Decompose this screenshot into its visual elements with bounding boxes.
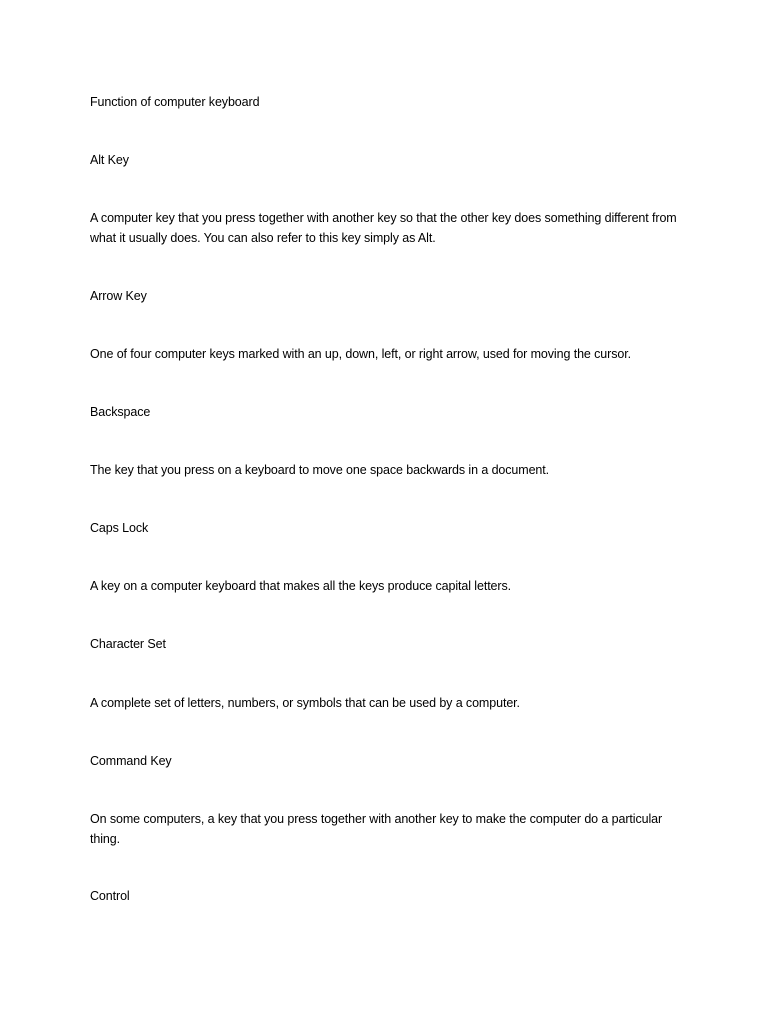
definition-command-key: On some computers, a key that you press together with another key to make the computer do a particular thing. [90,812,663,846]
term-control: Control [90,889,130,903]
term-caps-lock: Caps Lock [90,521,149,535]
term-alt-key: Alt Key [90,153,129,167]
definition-character-set: A complete set of letters, numbers, or symbols that can be used by a computer. [90,696,520,710]
definition-caps-lock: A key on a computer keyboard that makes all the keys produce capital letters. [90,579,511,593]
definition-alt-key: A computer key that you press together with another key so that the other key does something different from what it usually does. You can also refer to this key simply as Alt. [90,211,677,245]
term-backspace: Backspace [90,405,151,419]
definition-backspace: The key that you press on a keyboard to move one space backwards in a document. [90,463,550,477]
term-arrow-key: Arrow Key [90,289,147,303]
document-title: Function of computer keyboard [90,95,260,109]
term-character-set: Character Set [90,637,166,651]
term-command-key: Command Key [90,754,172,768]
definition-arrow-key: One of four computer keys marked with an up, down, left, or right arrow, used for moving the cursor. [90,347,631,361]
